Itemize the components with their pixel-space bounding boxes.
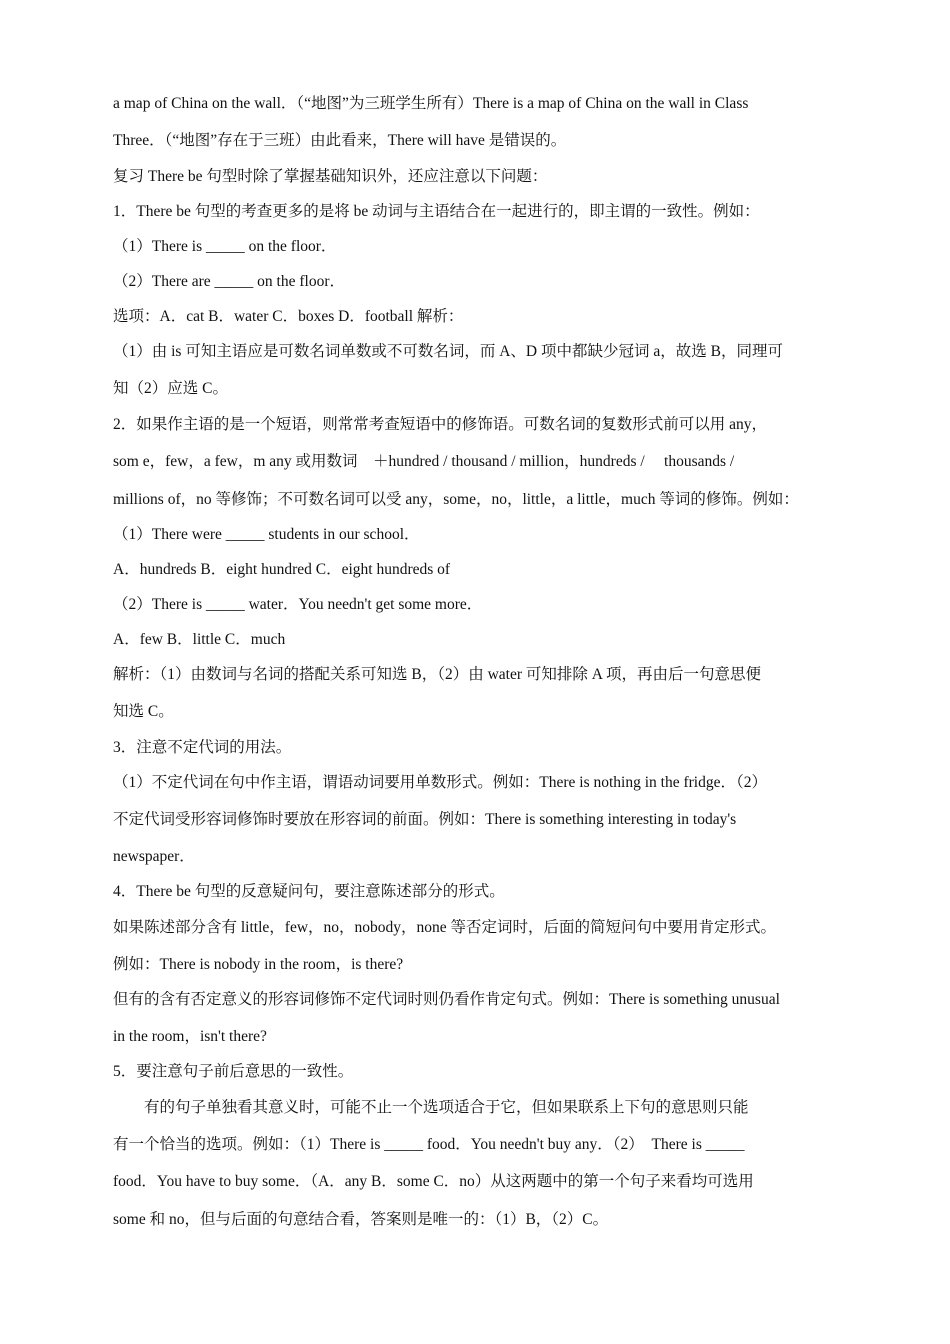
text-line: millions of，no 等修饰；不可数名词可以受 any，some，no，little，a little，much 等词的修饰。例如： (113, 491, 799, 508)
text-line: Three．（“地图”存在于三班）由此看来，There will have 是错误的。 (113, 132, 567, 149)
text-line: 4．There be 句型的反意疑问句，要注意陈述部分的形式。 (113, 883, 505, 900)
text-line: 解析：（1）由数词与名词的搭配关系可知选 B，（2）由 water 可知排除 A 项，再由后一句意思便 (113, 666, 761, 683)
text-line: （2）There are _____ on the floor． (113, 273, 346, 290)
text-line: 选项：A．cat B．water C．boxes D．football 解析： (113, 308, 464, 325)
text-line: 例如：There is nobody in the room，is there? (113, 956, 404, 973)
text-line: 5．要注意句子前后意思的一致性。 (113, 1063, 354, 1080)
text-line: 知（2）应选 C。 (113, 380, 228, 397)
text-line: 1．There be 句型的考查更多的是将 be 动词与主语结合在一起进行的，即主谓的一致性。例如： (113, 203, 760, 220)
text-line: som e，few，a few，m any 或用数词 ＋hundred / thousand / million，hundreds / thousands / (113, 453, 735, 470)
text-line: A．hundreds B．eight hundred C．eight hundreds of (113, 561, 451, 578)
text-line: 3．注意不定代词的用法。 (113, 739, 292, 756)
text-line: （1）There were _____ students in our school． (113, 526, 420, 543)
text-line: in the room，isn't there? (113, 1028, 267, 1045)
text-line: 有的句子单独看其意义时，可能不止一个选项适合于它，但如果联系上下句的意思则只能 (113, 1099, 749, 1116)
text-line: A．few B．little C．much (113, 631, 286, 648)
text-line: newspaper． (113, 848, 195, 865)
text-line: 2．如果作主语的是一个短语，则常常考查短语中的修饰语。可数名词的复数形式前可以用 any， (113, 416, 768, 433)
text-line: a map of China on the wall．（“地图”为三班学生所有）There is a map of China on the wall in Class (113, 95, 749, 112)
text-line: 不定代词受形容词修饰时要放在形容词的前面。例如：There is something interesting in today's (113, 811, 737, 828)
text-line: 如果陈述部分含有 little，few，no，nobody，none 等否定词时，后面的简短问句中要用肯定形式。 (113, 919, 777, 936)
text-line: （1）不定代词在句中作主语，谓语动词要用单数形式。例如：There is nothing in the fridge．（2） (113, 774, 767, 791)
text-line: （2）There is _____ water．You needn't get some more． (113, 596, 483, 613)
text-line: food．You have to buy some．（A．any B．some C．no）从这两题中的第一个句子来看均可选用 (113, 1173, 754, 1190)
text-line: （1）由 is 可知主语应是可数名词单数或不可数名词，而 A、D 项中都缺少冠词 a，故选 B，同理可 (113, 343, 783, 360)
text-line: （1）There is _____ on the floor． (113, 238, 337, 255)
text-line: 知选 C。 (113, 703, 174, 720)
text-line: 有一个恰当的选项。例如：（1）There is _____ food．You needn't buy any．（2） There is _____ (113, 1136, 745, 1153)
text-line: 但有的含有否定意义的形容词修饰不定代词时则仍看作肯定句式。例如：There is something unusual (113, 991, 780, 1008)
text-line: 复习 There be 句型时除了掌握基础知识外，还应注意以下问题： (113, 168, 548, 185)
text-line: some 和 no，但与后面的句意结合看，答案则是唯一的：（1）B，（2）C。 (113, 1211, 609, 1228)
